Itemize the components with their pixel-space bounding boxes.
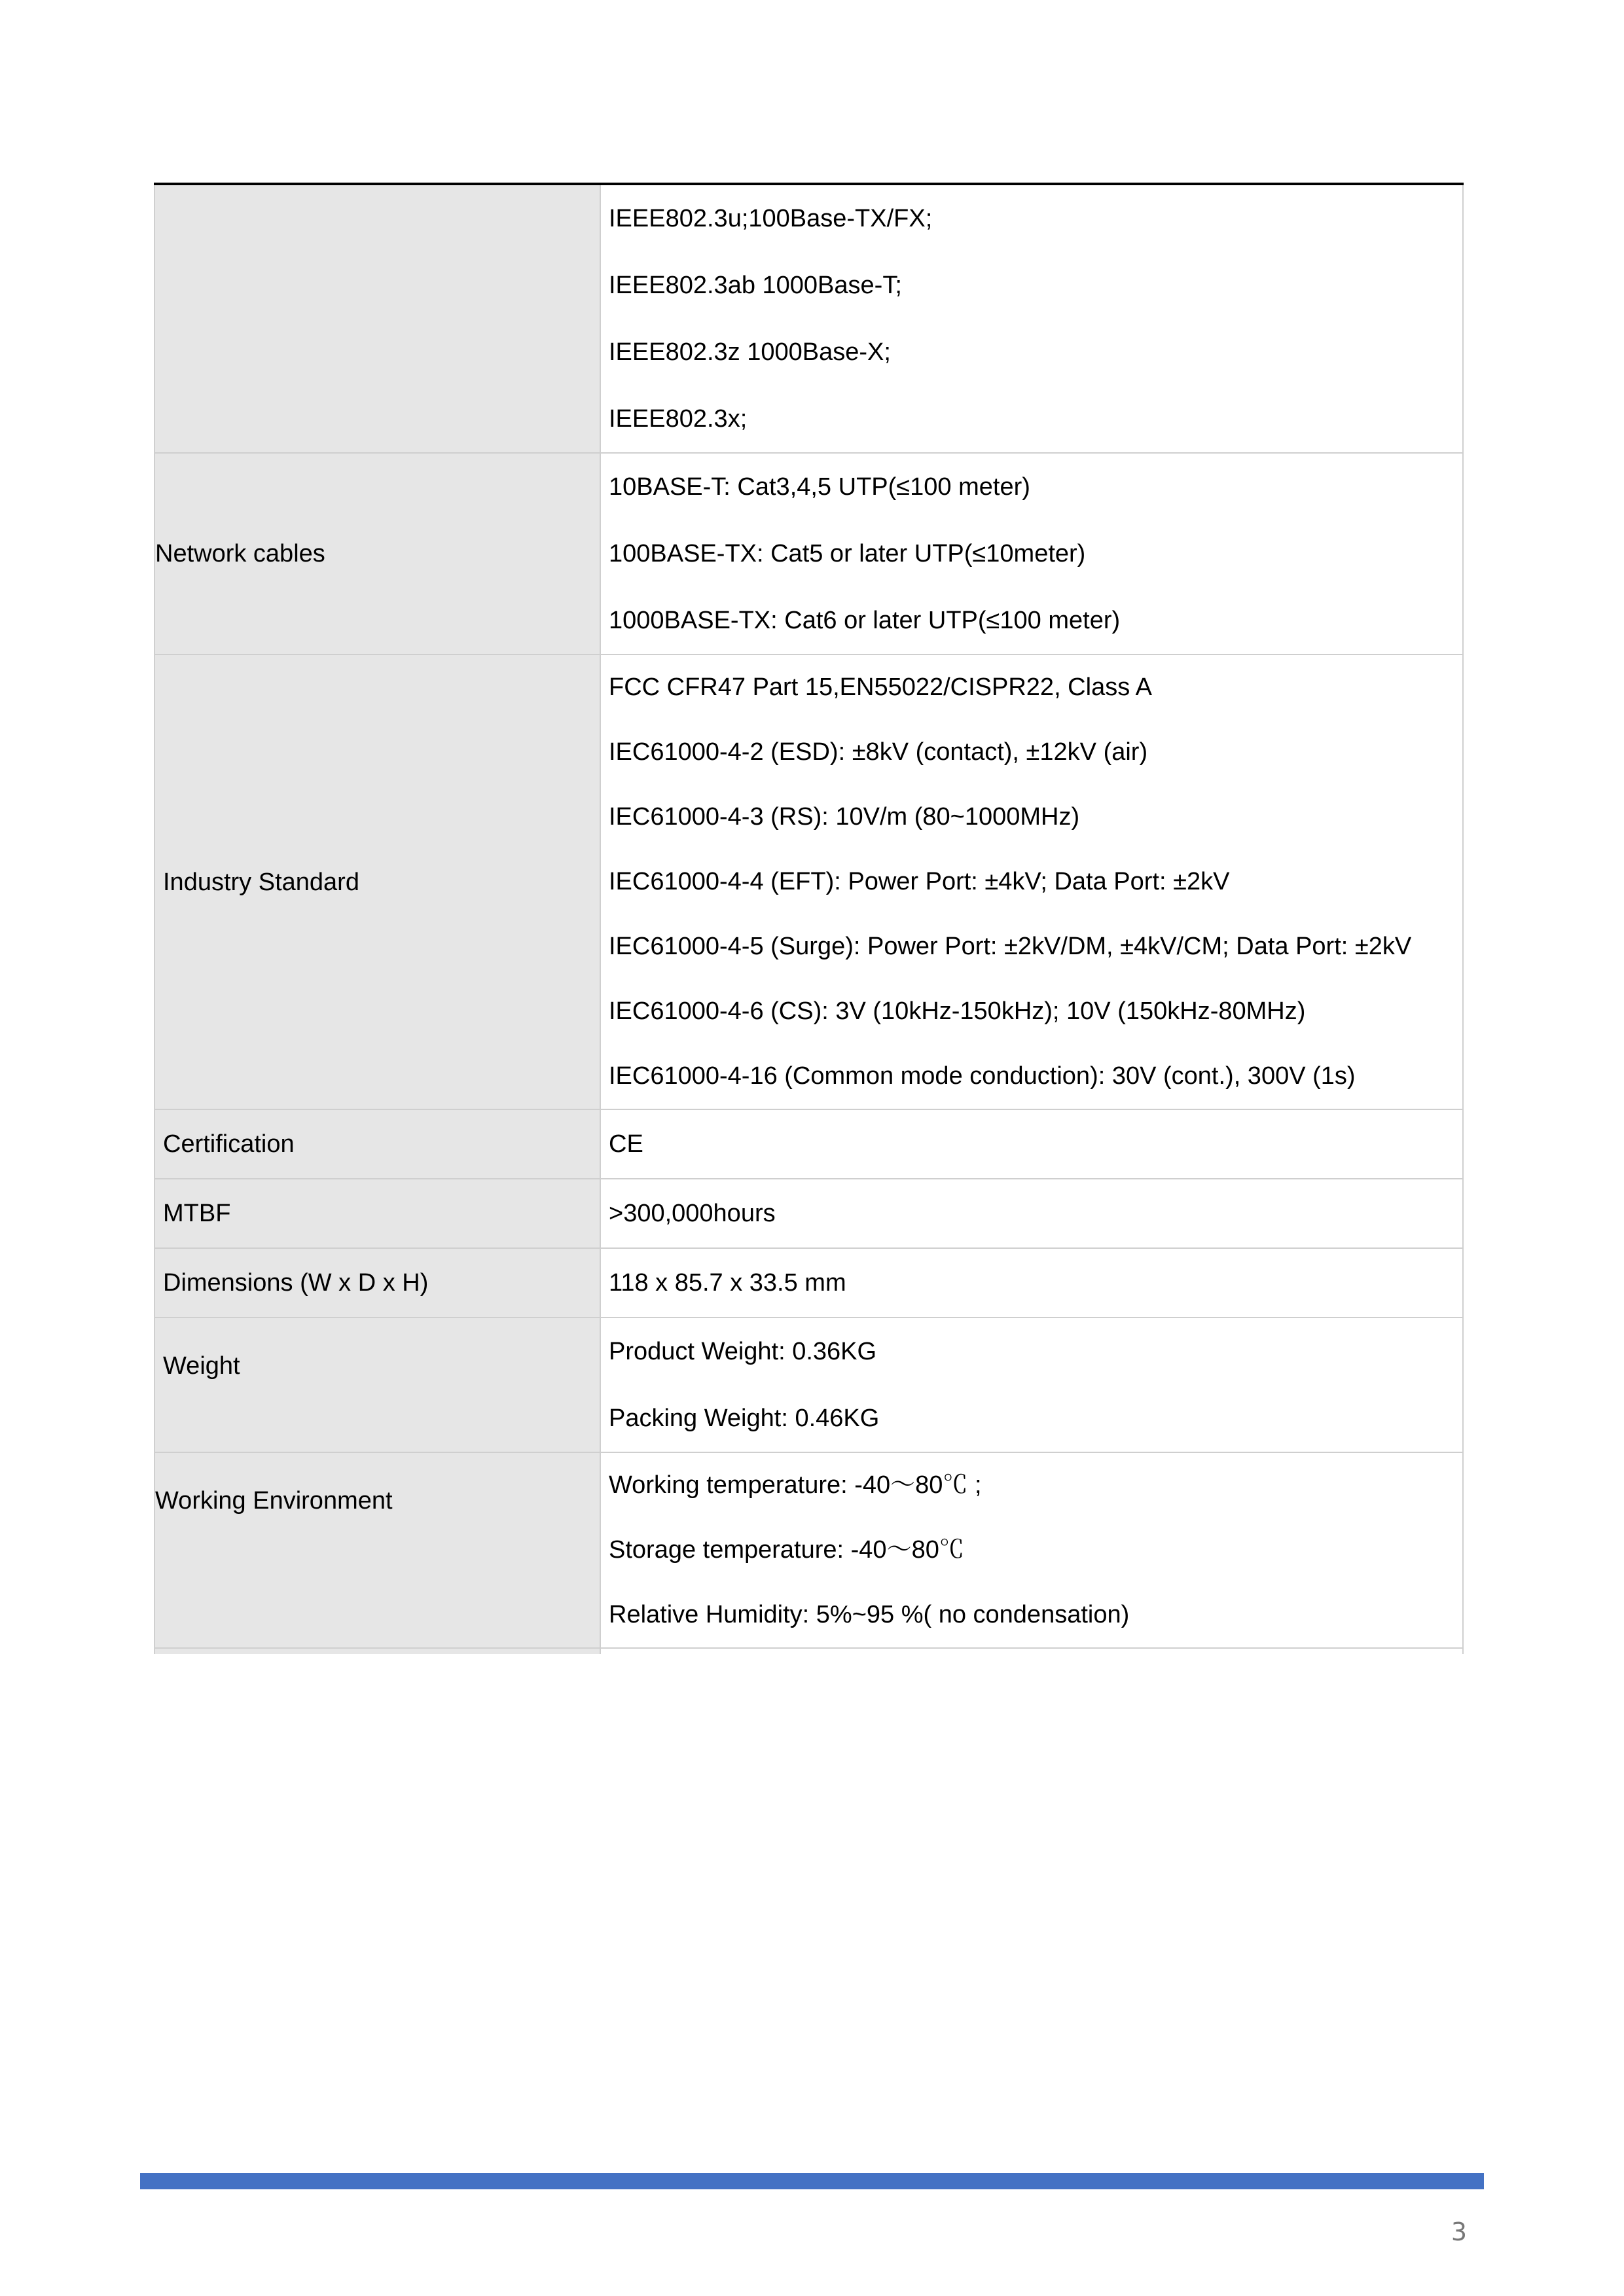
row-values xyxy=(600,1179,1463,1248)
table-row xyxy=(154,1109,1463,1179)
value-line: 118 x 85.7 x 33.5 mm xyxy=(609,1269,846,1297)
value-line: Packing Weight: 0.46KG xyxy=(609,1405,880,1432)
row-values-stub xyxy=(600,1648,1463,1654)
row-values xyxy=(600,1109,1463,1179)
value-line: Product Weight: 0.36KG xyxy=(609,1338,877,1365)
value-line: IEEE802.3x; xyxy=(609,405,748,433)
row-label: Dimensions (W x D x H) xyxy=(154,1248,600,1318)
value-line: IEEE802.3ab 1000Base-T; xyxy=(609,272,902,299)
row-values xyxy=(600,1248,1463,1318)
row-values xyxy=(600,655,1463,1109)
value-line: 10BASE-T: Cat3,4,5 UTP(≤100 meter) xyxy=(609,473,1030,501)
value-line: FCC CFR47 Part 15,EN55022/CISPR22, Class A xyxy=(609,673,1153,701)
value-line: IEC61000-4-3 (RS): 10V/m (80~1000MHz) xyxy=(609,803,1080,831)
table-row-stub xyxy=(154,1648,1463,1654)
table-row xyxy=(154,1452,1463,1648)
value-line: 1000BASE-TX: Cat6 or later UTP(≤100 meter) xyxy=(609,607,1121,634)
value-line: IEC61000-4-16 (Common mode conduction): 30V (cont.), 300V (1s) xyxy=(609,1062,1356,1090)
table-row xyxy=(154,1179,1463,1248)
row-label: Working Environment xyxy=(154,1452,600,1648)
value-line: CE xyxy=(609,1130,643,1158)
specifications-table xyxy=(154,183,1464,1654)
row-label: Industry Standard xyxy=(154,655,600,1109)
row-label: Network cables xyxy=(154,453,600,655)
table-row xyxy=(154,453,1463,655)
value-line: IEC61000-4-4 (EFT): Power Port: ±4kV; Data Port: ±2kV xyxy=(609,868,1230,895)
value-line: IEC61000-4-6 (CS): 3V (10kHz-150kHz); 10V (150kHz-80MHz) xyxy=(609,997,1306,1025)
value-line: IEEE802.3u;100Base-TX/FX; xyxy=(609,205,933,232)
value-line: IEEE802.3z 1000Base-X; xyxy=(609,338,891,366)
row-values xyxy=(600,184,1463,453)
table-row xyxy=(154,184,1463,453)
row-label: Weight xyxy=(154,1318,600,1452)
table-row xyxy=(154,1318,1463,1452)
value-line: >300,000hours xyxy=(609,1200,776,1227)
value-line: IEC61000-4-2 (ESD): ±8kV (contact), ±12kV (air) xyxy=(609,738,1148,766)
row-label xyxy=(154,184,600,453)
row-label-stub xyxy=(154,1648,600,1654)
value-line: Working temperature: -40～80℃ ; xyxy=(609,1471,982,1499)
row-values xyxy=(600,1452,1463,1648)
row-values xyxy=(600,453,1463,655)
row-values xyxy=(600,1318,1463,1452)
value-line: Storage temperature: -40～80℃ xyxy=(609,1536,964,1564)
row-label: MTBF xyxy=(154,1179,600,1248)
page-number: 3 xyxy=(1451,2217,1467,2246)
value-line: Relative Humidity: 5%~95 %( no condensation) xyxy=(609,1601,1130,1628)
value-line: 100BASE-TX: Cat5 or later UTP(≤10meter) xyxy=(609,540,1086,567)
row-label: Certification xyxy=(154,1109,600,1179)
table-row xyxy=(154,655,1463,1109)
footer-bar xyxy=(140,2173,1484,2189)
table-row xyxy=(154,1248,1463,1318)
value-line: IEC61000-4-5 (Surge): Power Port: ±2kV/DM, ±4kV/CM; Data Port: ±2kV xyxy=(609,933,1412,960)
